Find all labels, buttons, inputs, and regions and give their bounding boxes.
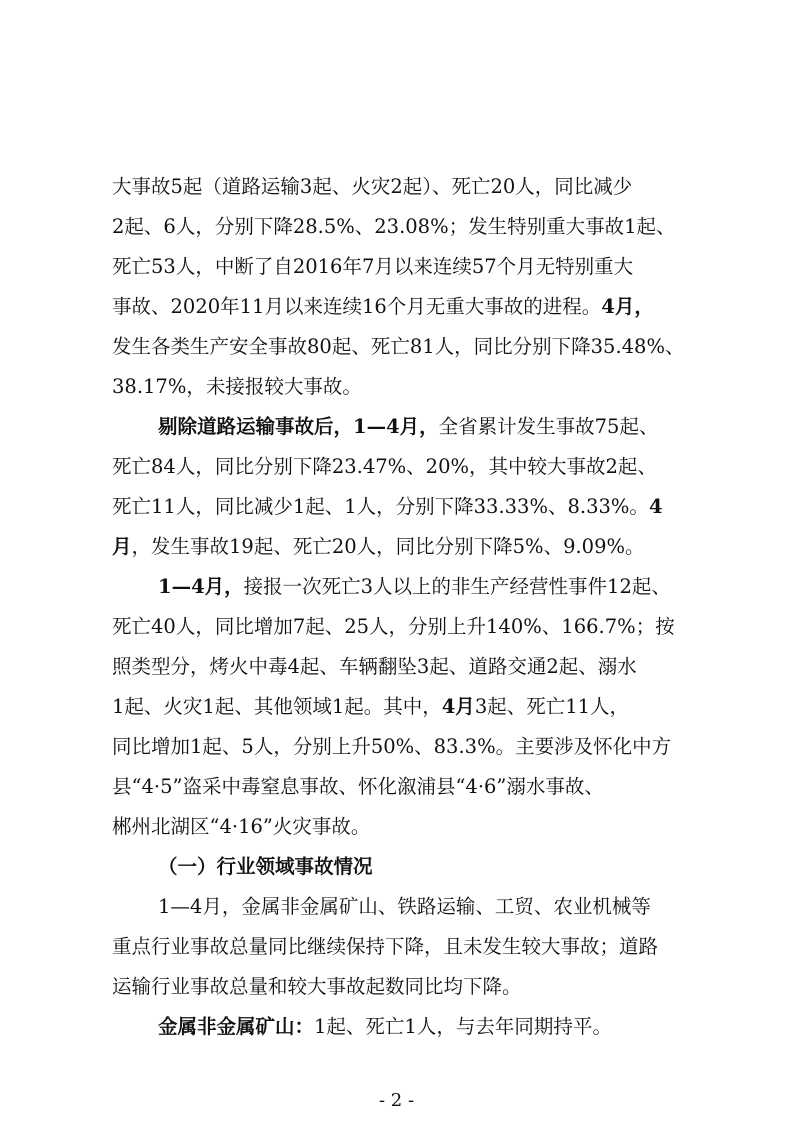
text-line — [112, 212, 712, 242]
text-run: 1—4月，金属非金属矿山、铁路运输、工贸、农业机械等 — [158, 895, 651, 918]
text-line — [112, 292, 712, 322]
text-run: 全省累计发生事故75起、 — [438, 415, 659, 438]
bold-text-run: 剔除道路运输事故后，1—4月， — [158, 415, 439, 438]
text-line — [112, 372, 712, 402]
text-run: 死亡40人，同比增加7起、25人，分别上升140%、166.7%；按 — [112, 615, 675, 638]
bold-text-run: （一）行业领域事故情况 — [158, 855, 373, 878]
text-run: 死亡11人，同比减少1起、1人，分别下降33.33%、8.33%。 — [112, 495, 649, 518]
text-line — [112, 772, 712, 802]
text-line — [112, 332, 712, 362]
page-number: - 2 - — [378, 1090, 415, 1111]
text-run: 运输行业事故总量和较大事故起数同比均下降。 — [112, 975, 522, 998]
text-line — [112, 812, 712, 842]
text-run: 死亡84人，同比分别下降23.47%、20%，其中较大事故2起、 — [112, 455, 657, 478]
text-run: 死亡53人，中断了自2016年7月以来连续57个月无特别重大 — [112, 255, 634, 278]
text-run: ，发生事故19起、死亡20人，同比分别下降5%、9.09%。 — [131, 535, 645, 558]
paragraph-first-line — [158, 892, 758, 922]
bold-text-run: 1—4月， — [158, 575, 244, 598]
text-line — [112, 932, 712, 962]
paragraph-first-line — [158, 1012, 758, 1042]
text-run: 3起、死亡11人， — [474, 695, 630, 718]
text-run: 重点行业事故总量同比继续保持下降，且未发生较大事故；道路 — [112, 935, 659, 958]
text-run: 事故、2020年11月以来连续16个月无重大事故的进程。 — [112, 295, 602, 318]
text-line — [112, 532, 712, 562]
text-run: 发生各类生产安全事故80起、死亡81人，同比分别下降35.48%、 — [112, 335, 685, 358]
text-run: 接报一次死亡3人以上的非生产经营性事件12起、 — [243, 575, 671, 598]
paragraph-first-line — [158, 572, 758, 602]
text-line — [112, 652, 712, 682]
bold-text-run: 4 — [648, 495, 663, 518]
text-line — [112, 172, 712, 202]
bold-text-run: 金属非金属矿山： — [158, 1015, 315, 1038]
text-line — [112, 732, 712, 762]
text-run: 2起、6人，分别下降28.5%、23.08%；发生特别重大事故1起、 — [112, 215, 676, 238]
text-line — [112, 612, 712, 642]
text-line — [112, 452, 712, 482]
text-run: 照类型分，烤火中毒4起、车辆翻坠3起、道路交通2起、溺水 — [112, 655, 637, 678]
paragraph-first-line — [158, 412, 758, 442]
text-run: 县“4·5”盗采中毒窒息事故、怀化溆浦县“4·6”溺水事故、 — [112, 775, 604, 798]
text-run: 38.17%，未接报较大事故。 — [112, 375, 362, 398]
text-line — [112, 252, 712, 282]
text-line — [112, 692, 712, 722]
bold-text-run: 月 — [112, 535, 132, 558]
text-line — [112, 972, 712, 1002]
text-line — [112, 492, 712, 522]
bold-text-run: 4月， — [601, 295, 654, 318]
text-run: 郴州北湖区“4·16”火灾事故。 — [112, 815, 371, 838]
text-run: 大事故5起（道路运输3起、火灾2起）、死亡20人，同比减少 — [112, 175, 633, 198]
text-run: 1起、火灾1起、其他领域1起。其中， — [112, 695, 442, 718]
section-heading — [158, 852, 758, 882]
bold-text-run: 4月 — [441, 695, 475, 718]
text-run: 同比增加1起、5人，分别上升50%、83.3%。主要涉及怀化中方 — [112, 735, 672, 758]
text-run: 1起、死亡1人，与去年同期持平。 — [314, 1015, 612, 1038]
